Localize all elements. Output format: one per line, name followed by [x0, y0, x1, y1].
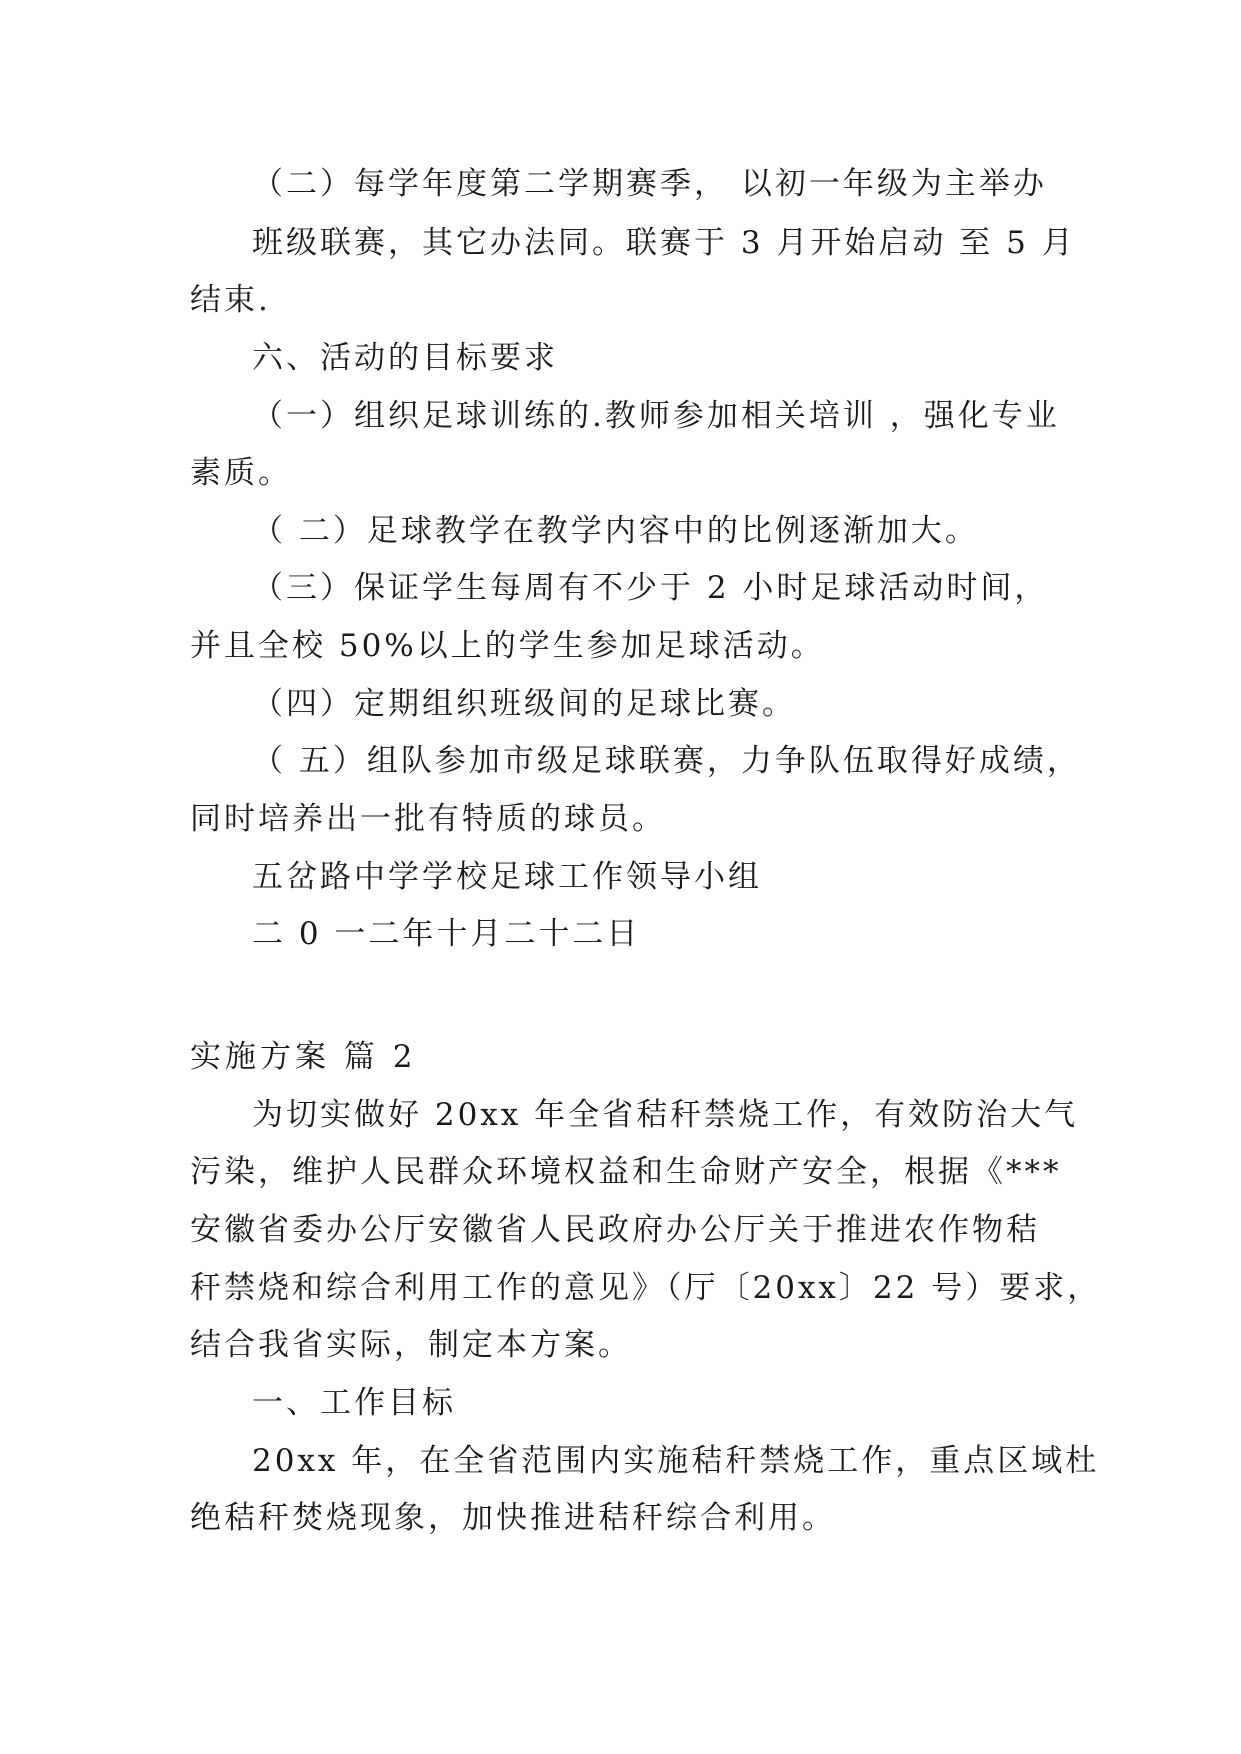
text-line: （四）定期组织班级间的足球比赛。 — [252, 686, 796, 722]
section-title: 实施方案 篇 2 — [190, 1039, 417, 1075]
text-line: 绝秸秆焚烧现象，加快推进秸秆综合利用。 — [190, 1500, 836, 1536]
text-line: 20xx 年，在全省范围内实施秸秆禁烧工作，重点区域杜 — [252, 1443, 1100, 1479]
text-line: （三）保证学生每周有不少于 2 小时足球活动时间， — [252, 570, 1049, 606]
text-line: 秆禁烧和综合利用工作的意见》（厅〔20xx〕22 号）要求， — [190, 1270, 1102, 1306]
text-line: 班级联赛，其它办法同。联赛于 3 月开始启动 至 5 月 — [252, 225, 1076, 261]
text-line: 污染，维护人民群众环境权益和生命财产安全，根据《*** — [190, 1154, 1062, 1190]
text-line: 结合我省实际，制定本方案。 — [190, 1327, 632, 1363]
signature-organization: 五岔路中学学校足球工作领导小组 — [252, 859, 762, 895]
text-line: 素质。 — [190, 455, 292, 491]
section-heading: 一、工作目标 — [252, 1385, 456, 1421]
text-line: （二）每学年度第二学期赛季， 以初一年级为主举办 — [252, 166, 1047, 202]
section-heading: 六、活动的目标要求 — [252, 340, 558, 376]
text-line: （ 二）足球教学在教学内容中的比例逐渐加大。 — [252, 513, 979, 549]
signature-date: 二 0 一二年十月二十二日 — [252, 916, 641, 952]
text-line: 并且全校 50%以上的学生参加足球活动。 — [190, 628, 825, 664]
text-line: （一）组织足球训练的.教师参加相关培训 ，强化专业 — [252, 398, 1060, 434]
text-line: 为切实做好 20xx 年全省秸秆禁烧工作，有效防治大气 — [252, 1097, 1079, 1133]
text-line: 同时培养出一批有特质的球员。 — [190, 801, 666, 837]
text-line: （ 五）组队参加市级足球联赛，力争队伍取得好成绩， — [252, 743, 1081, 779]
text-line: 结束. — [190, 282, 271, 318]
text-line: 安徽省委办公厅安徽省人民政府办公厅关于推进农作物秸 — [190, 1212, 1040, 1248]
